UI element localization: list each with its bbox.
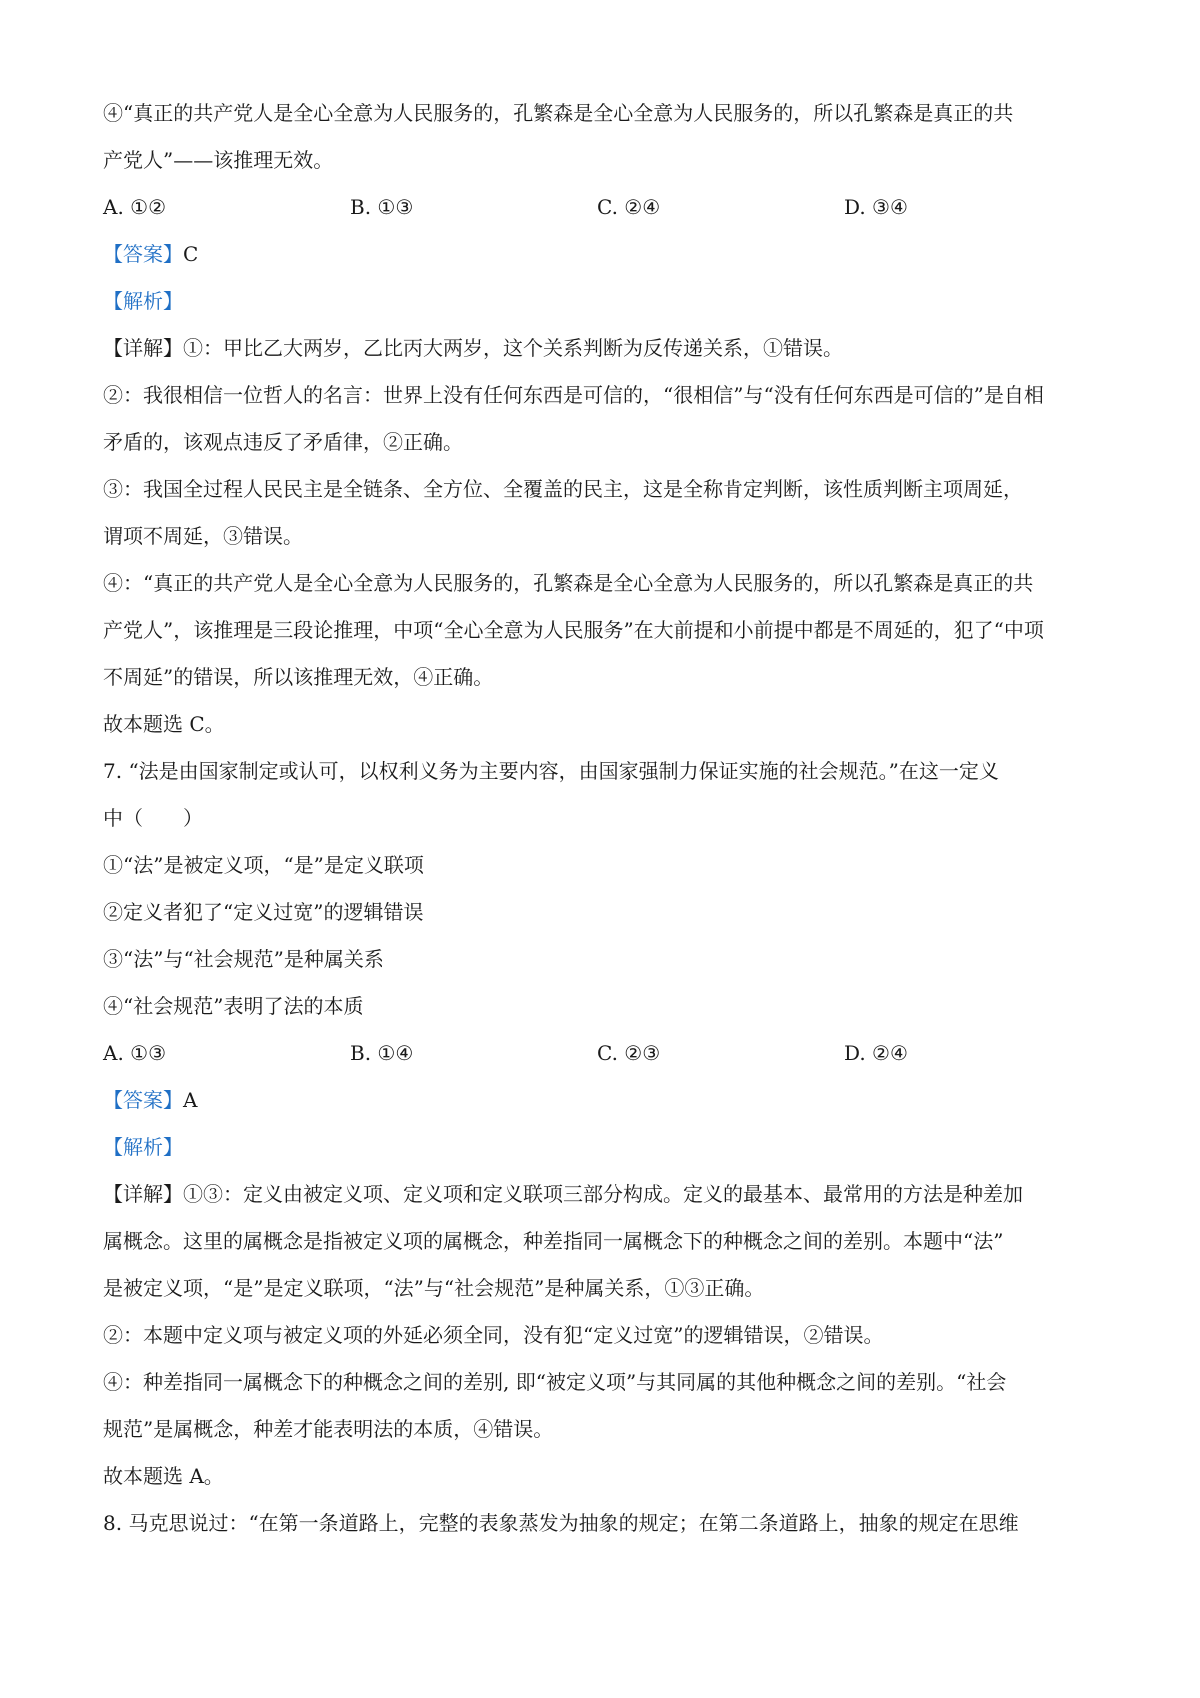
q7-stem-line1: 7. “法是由国家制定或认可，以权利义务为主要内容，由国家强制力保证实施的社会规范。”在这一定义: [103, 759, 999, 783]
q6-detail-line: 产党人”，该推理是三段论推理，中项“全心全意为人民服务”在大前提和小前提中都是不周延的，犯了“中项: [103, 618, 1044, 642]
q6-detail-line: 矛盾的，该观点违反了矛盾律，②正确。: [103, 430, 463, 454]
q7-answer-value: A: [183, 1088, 198, 1112]
q6-statement-4-line2: 产党人”——该推理无效。: [103, 148, 334, 172]
q7-statement-3: ③“法”与“社会规范”是种属关系: [103, 947, 384, 971]
q7-options: [103, 1030, 1103, 1077]
q7-statement-2: ②定义者犯了“定义过宽”的逻辑错误: [103, 900, 424, 924]
q7-answer: [103, 1077, 1103, 1124]
q6-analysis-tag: 【解析】: [103, 289, 183, 313]
q7-answer-tag: 【答案】: [103, 1088, 183, 1112]
q7-detail-line: 是被定义项，“是”是定义联项，“法”与“社会规范”是种属关系，①③正确。: [103, 1276, 765, 1300]
q7-statement-4: ④“社会规范”表明了法的本质: [103, 994, 364, 1018]
q7-detail-line: 属概念。这里的属概念是指被定义项的属概念，种差指同一属概念下的种概念之间的差别。本题中“法”: [103, 1229, 1004, 1253]
q6-detail-line: ③：我国全过程人民民主是全链条、全方位、全覆盖的民主，这是全称肯定判断，该性质判断主项周延，: [103, 477, 1023, 501]
q6-detail-line: ④：“真正的共产党人是全心全意为人民服务的，孔繁森是全心全意为人民服务的，所以孔繁森是真正的共: [103, 571, 1034, 595]
q6-detail-line: ②：我很相信一位哲人的名言：世界上没有任何东西是可信的，“很相信”与“没有任何东西是可信的”是自相: [103, 383, 1044, 407]
q7-conclusion: 故本题选 A。: [103, 1464, 224, 1488]
q6-option-d: D. ③④: [844, 195, 908, 219]
q7-statement-1: ①“法”是被定义项，“是”是定义联项: [103, 853, 424, 877]
document-page: [103, 90, 1103, 1547]
q6-option-c: C. ②④: [597, 195, 661, 219]
q6-answer-value: C: [183, 242, 199, 266]
q7-detail-text: ①③：定义由被定义项、定义项和定义联项三部分构成。定义的最基本、最常用的方法是种差加: [183, 1182, 1023, 1206]
q7-analysis: [103, 1124, 1103, 1171]
q7-option-c: C. ②③: [597, 1041, 661, 1065]
q7-option-a: A. ①③: [103, 1041, 167, 1065]
q6-detail-line: 不周延”的错误，所以该推理无效，④正确。: [103, 665, 494, 689]
q6-answer: [103, 231, 1103, 278]
q7-detail-line: ②：本题中定义项与被定义项的外延必须全同，没有犯“定义过宽”的逻辑错误，②错误。: [103, 1323, 884, 1347]
q6-option-b: B. ①③: [350, 195, 414, 219]
q6-detail-text: ①：甲比乙大两岁，乙比丙大两岁，这个关系判断为反传递关系，①错误。: [183, 336, 843, 360]
q6-answer-tag: 【答案】: [103, 242, 183, 266]
q6-detail-line: [103, 325, 1103, 372]
q6-conclusion: 故本题选 C。: [103, 712, 225, 736]
q7-detail-line: ④：种差指同一属概念下的种概念之间的差别, 即“被定义项”与其同属的其他种概念之间的差别。“社会: [103, 1370, 1007, 1394]
q6-statement-4-line1: ④“真正的共产党人是全心全意为人民服务的，孔繁森是全心全意为人民服务的，所以孔繁森是真正的共: [103, 101, 1014, 125]
q7-option-d: D. ②④: [844, 1041, 908, 1065]
q7-detail-tag: 【详解】: [103, 1182, 183, 1206]
q8-stem-line1: 8. 马克思说过：“在第一条道路上，完整的表象蒸发为抽象的规定；在第二条道路上，抽象的规定在思维: [103, 1511, 1019, 1535]
q6-detail-tag: 【详解】: [103, 336, 183, 360]
q7-stem-line2: 中（ ）: [103, 806, 203, 830]
q6-analysis: [103, 278, 1103, 325]
q6-option-a: A. ①②: [103, 195, 167, 219]
q7-analysis-tag: 【解析】: [103, 1135, 183, 1159]
q6-options: [103, 184, 1103, 231]
q7-option-b: B. ①④: [350, 1041, 414, 1065]
q7-detail-line: 规范”是属概念，种差才能表明法的本质，④错误。: [103, 1417, 554, 1441]
q6-detail-line: 谓项不周延，③错误。: [103, 524, 303, 548]
q7-detail-line: [103, 1171, 1103, 1218]
